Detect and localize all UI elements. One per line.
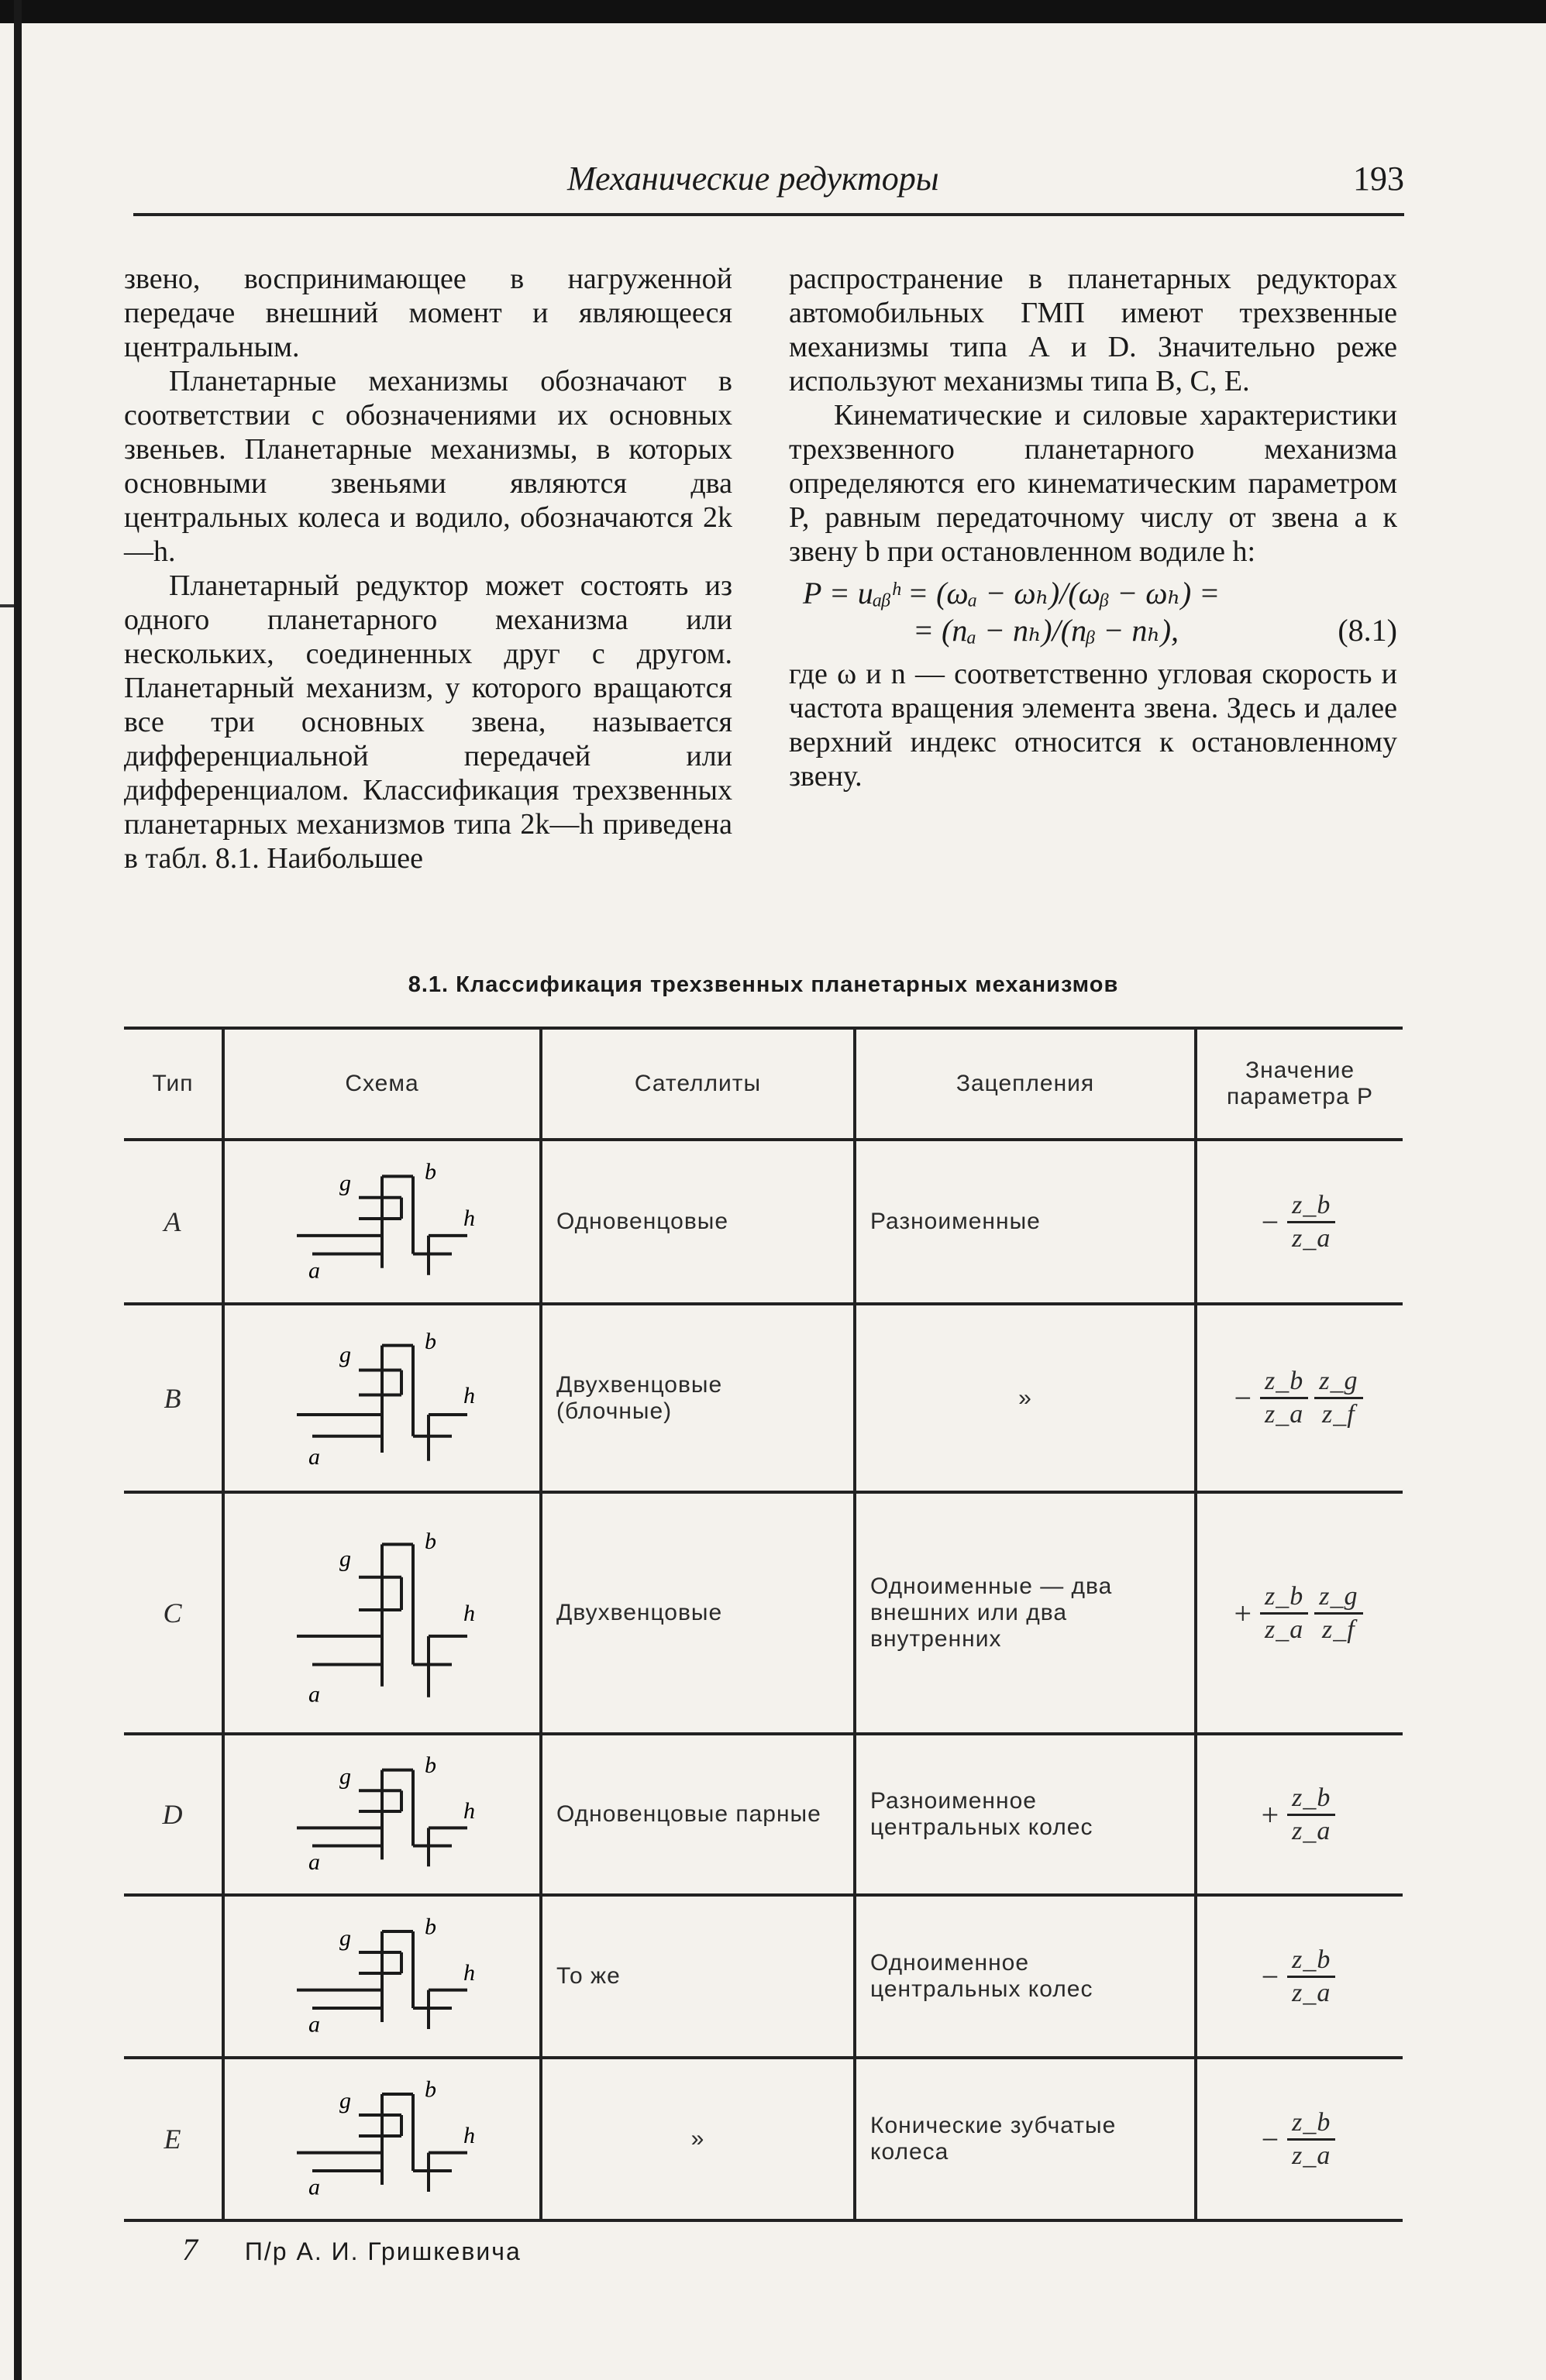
scheme-label: h [463,2123,476,2148]
cell-satellites: Двухвенцовые (блочные) [541,1304,855,1492]
planetary-scheme-diagram [266,1148,498,1289]
editor-credit: П/р А. И. Гришкевича [244,2237,522,2265]
planetary-scheme-diagram [266,1904,498,2043]
value-sign: − [1261,1959,1280,1994]
fraction [1287,1945,1335,2009]
cell-scheme [223,1304,541,1492]
paragraph: где ω и n — соответственно угловая скорость и частота вращения элемента звена. Здесь и далее верхний индекс относится к остановленному звену. [789,658,1397,793]
scheme-label: h [463,1383,476,1409]
scheme-label: a [308,1849,321,1875]
table-caption: 8.1. Классификация трехзвенных планетарных механизмов [408,972,1119,997]
cell-parameter-value [1196,1734,1403,1895]
header-scheme: Схема [223,1028,541,1140]
formula-8-1 [789,575,1397,649]
left-column [124,262,732,875]
cell-parameter-value [1196,1304,1403,1492]
fraction [1287,1783,1335,1847]
cell-gearing: » [855,1304,1196,1492]
paragraph: Кинематические и силовые характеристики трехзвенного планетарного механизма определяются его кинематическим параметром P, равным передаточному числу от звена a к звену b при остановленном водиле h: [789,399,1397,568]
cell-scheme [223,2058,541,2220]
cell-type: Е [124,2058,223,2220]
scheme-label: g [339,2088,352,2113]
denominator: z_a [1292,1978,1331,2007]
cell-scheme [223,1895,541,2058]
formula-line-2: = (nₐ − nₕ)/(nᵦ − nₕ), [913,613,1179,648]
cell-parameter-value [1196,1492,1403,1734]
numerator: z_b [1260,1581,1308,1615]
cell-type: А [124,1140,223,1304]
formula-line-1: P = uₐᵦʰ = (ωₐ − ωₕ)/(ωᵦ − ωₕ) = [803,576,1221,610]
numerator: z_g [1314,1581,1362,1615]
scheme-label: h [463,1797,476,1824]
planetary-scheme-diagram [266,1742,498,1880]
scheme-label: g [339,1341,352,1367]
scheme-label: g [339,1763,352,1790]
header-satellites: Сателлиты [541,1028,855,1140]
scheme-label: g [339,1546,352,1572]
numerator: z_b [1260,1366,1308,1399]
value-sign: − [1261,1204,1280,1240]
cell-type: D [124,1734,223,1895]
cell-satellites: Одновенцовые [541,1140,855,1304]
cell-satellites: Одновенцовые парные [541,1734,855,1895]
footer [182,2231,522,2268]
right-column [789,262,1397,793]
header-gearing: Зацепления [855,1028,1196,1140]
fraction [1260,1581,1308,1646]
denominator: z_a [1292,1223,1331,1253]
scheme-label: h [463,1205,476,1232]
value-sign: − [1261,2121,1280,2157]
table-row [124,1492,1403,1734]
running-title: Механические редукторы [567,160,939,198]
scheme-label: a [308,1257,321,1284]
cell-type: В [124,1304,223,1492]
table-row [124,1895,1403,2058]
cell-scheme [223,1734,541,1895]
scheme-label: a [308,2174,321,2200]
header-type: Тип [124,1028,223,1140]
scheme-label: h [463,1601,476,1627]
cell-gearing: Одноименные — два внешних или два внутренних [855,1492,1196,1734]
running-header [133,159,1404,216]
scheme-label: b [425,1328,437,1354]
header-value: Значение параметра P [1196,1028,1403,1140]
fraction [1314,1366,1362,1430]
paragraph: распространение в планетарных редукторах автомобильных ГМП имеют трехзвенные механизмы типа А и D. Значительно реже используют механизмы типа В, С, Е. [789,263,1397,397]
table-row [124,2058,1403,2220]
value-sign: + [1234,1595,1253,1631]
value-sign: − [1234,1381,1253,1415]
classification-table [124,1027,1403,2222]
table-row [124,1140,1403,1304]
planetary-scheme-diagram [266,2066,498,2206]
planetary-scheme-diagram [266,1312,498,1477]
cell-parameter-value [1196,2058,1403,2220]
scheme-label: b [425,1752,437,1779]
cell-satellites: » [541,2058,855,2220]
fraction [1287,2107,1335,2172]
cell-gearing: Разноименное центральных колес [855,1734,1196,1895]
cell-scheme [223,1492,541,1734]
scheme-label: a [308,2011,321,2038]
scheme-label: g [339,1925,352,1951]
scheme-label: a [308,1681,321,1708]
denominator: z_f [1322,1400,1355,1429]
cell-parameter-value [1196,1895,1403,2058]
denominator: z_a [1265,1615,1304,1644]
page-number: 193 [1353,160,1404,198]
scheme-label: b [425,1914,437,1940]
table-row [124,1734,1403,1895]
binding-edge [14,0,22,2380]
cell-type [124,1895,223,2058]
scheme-label: g [339,1170,352,1196]
denominator: z_a [1265,1400,1304,1429]
numerator: z_b [1287,2107,1335,2141]
numerator: z_b [1287,1190,1335,1223]
denominator: z_f [1322,1615,1355,1644]
scheme-label: b [425,1529,437,1555]
margin-mark [0,604,14,607]
cell-parameter-value [1196,1140,1403,1304]
table-header-row [124,1028,1403,1140]
fraction [1314,1581,1362,1646]
fraction [1260,1366,1308,1430]
fraction [1287,1190,1335,1254]
scheme-label: a [308,1443,321,1470]
cell-type: С [124,1492,223,1734]
signature-number: 7 [182,2232,199,2267]
numerator: z_b [1287,1783,1335,1816]
cell-scheme [223,1140,541,1304]
cell-satellites: Двухвенцовые [541,1492,855,1734]
numerator: z_g [1314,1366,1362,1399]
paragraph: звено, воспринимающее в нагруженной передаче внешний момент и являющееся центральным. [124,263,732,363]
scheme-label: h [463,1960,476,1986]
numerator: z_b [1287,1945,1335,1978]
denominator: z_a [1292,1816,1331,1845]
cell-gearing: Одноименное центральных колес [855,1895,1196,2058]
paragraph: Планетарный редуктор может состоять из одного планетарного механизма или нескольких, соединенных друг с другом. Планетарный механизм, у которого вращаются все три основных звена, называется дифференциальной передачей или дифференциалом. Классификация трехзвенных планетарных механизмов типа 2k—h приведена в табл. 8.1. Наибольшее [124,569,732,875]
value-sign: + [1261,1797,1280,1832]
planetary-scheme-diagram [266,1501,498,1719]
table-row [124,1304,1403,1492]
scheme-label: b [425,1159,437,1185]
formula-number: (8.1) [1338,613,1397,648]
top-border [0,0,1546,23]
cell-gearing: Конические зубчатые колеса [855,2058,1196,2220]
cell-satellites: То же [541,1895,855,2058]
denominator: z_a [1292,2141,1331,2170]
cell-gearing: Разноименные [855,1140,1196,1304]
paragraph: Планетарные механизмы обозначают в соответствии с обозначениями их основных звеньев. Планетарные механизмы, в которых основными звеньями являются два центральных колеса и водило, обозначаются 2k—h. [124,365,732,568]
scheme-label: b [425,2076,437,2103]
